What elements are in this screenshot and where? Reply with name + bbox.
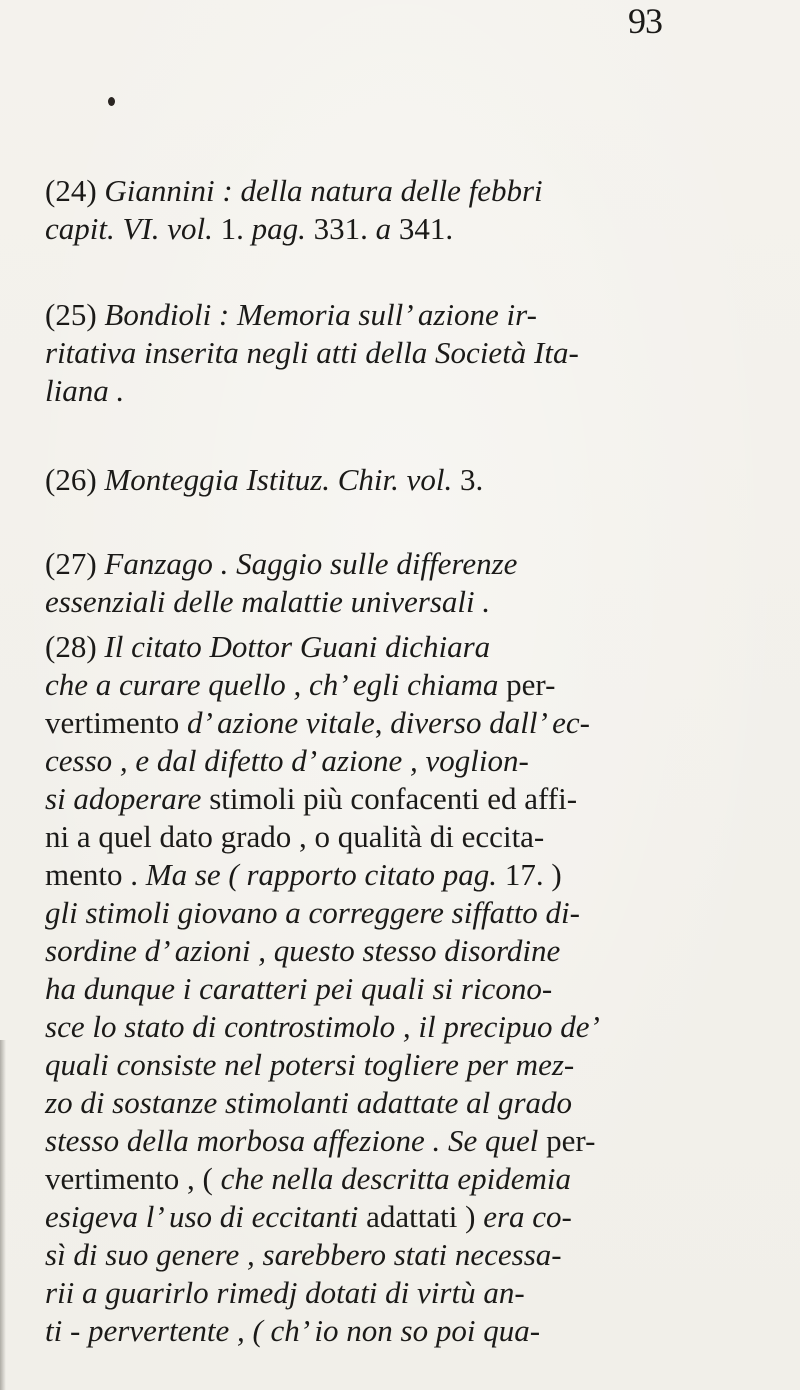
text-run: Ma se ( rapporto citato pag. [145, 857, 505, 892]
footnote-line [45, 1122, 735, 1160]
text-run: sì di suo genere , sarebbero stati necessa- [45, 1237, 562, 1272]
text-run: si adoperare [45, 781, 210, 816]
text-run: (28) [45, 629, 105, 664]
text-run: pag. [251, 211, 314, 246]
footnote-line [45, 1312, 735, 1350]
text-run: ritativa inserita negli atti della Società Ita- [45, 335, 579, 370]
footnote-line [45, 856, 735, 894]
text-run: Giannini : della natura delle febbri [104, 173, 543, 208]
footnote-line [45, 1084, 735, 1122]
text-run: Fanzago . Saggio sulle differenze [104, 546, 518, 581]
text-run: Monteggia Istituz. Chir. vol. [104, 462, 461, 497]
text-run: mento . [45, 857, 146, 892]
footnote-line [45, 1198, 735, 1236]
text-run: 341. [398, 211, 454, 246]
text-run: per- [506, 667, 556, 702]
text-run: stesso della morbosa affezione . Se quel [45, 1123, 547, 1158]
footnote-27 [45, 545, 735, 621]
footnote-line [45, 628, 735, 666]
text-run: (25) [45, 297, 105, 332]
text-run: (24) [45, 173, 105, 208]
page-number: 93 [628, 1, 662, 41]
footnote-line [45, 1160, 735, 1198]
text-run: stimoli più confacenti ed affi- [209, 781, 578, 816]
text-run: Bondioli : Memoria sull’ azione ir- [104, 297, 537, 332]
text-run: gli stimoli giovano a correggere siffatto di- [45, 895, 580, 930]
text-run: capit. VI. vol. [45, 211, 221, 246]
text-run: rii a guarirlo rimedj dotati di virtù an- [45, 1275, 525, 1310]
footnote-line [45, 334, 735, 372]
footnote-line [45, 970, 735, 1008]
footnote-line [45, 742, 735, 780]
text-run: ti - pervertente , ( ch’ io non so poi qua- [45, 1313, 541, 1348]
footnote-line [45, 780, 735, 818]
text-run: diverso dall’ ec- [390, 705, 590, 740]
text-run: essenziali delle malattie universali . [45, 584, 491, 619]
footnote-line [45, 172, 735, 210]
text-run: zo di sostanze stimolanti adattate al grado [45, 1085, 573, 1120]
text-run: per- [546, 1123, 596, 1158]
footnote-28 [45, 628, 735, 1350]
text-run: (26) [45, 462, 105, 497]
footnote-line [45, 461, 735, 499]
text-run: che nella descritta epidemia [220, 1161, 571, 1196]
text-run: 331. [313, 211, 376, 246]
footnote-line [45, 210, 735, 248]
footnote-line [45, 545, 735, 583]
text-run: (27) [45, 546, 105, 581]
footnote-line [45, 932, 735, 970]
text-run: vertimento [45, 705, 188, 740]
binding-edge [0, 1040, 6, 1390]
text-run: cesso , e dal difetto d’ azione , voglion- [45, 743, 529, 778]
footnote-line [45, 666, 735, 704]
text-run: ni a quel dato grado , o qualità di ecci [45, 819, 512, 854]
ink-speck [108, 97, 115, 106]
footnote-line [45, 296, 735, 334]
footnote-line [45, 1274, 735, 1312]
text-run: sordine d’ azioni , questo stesso disordine [45, 933, 561, 968]
text-run: d’ azione vitale [187, 705, 375, 740]
text-run: ta- [511, 819, 545, 854]
text-run: 1. [220, 211, 252, 246]
text-run: 17. ) [504, 857, 562, 892]
text-run: ha dunque i caratteri pei quali si ricono- [45, 971, 553, 1006]
text-run: che a curare quello , ch’ egli chiama [45, 667, 507, 702]
text-run: liana . [45, 373, 125, 408]
footnote-line [45, 818, 735, 856]
footnote-24 [45, 172, 735, 248]
text-run: a [375, 211, 399, 246]
footnote-line [45, 1046, 735, 1084]
text-run: adattati ) [366, 1199, 484, 1234]
footnote-line [45, 372, 735, 410]
footnote-line [45, 1008, 735, 1046]
text-run: , [374, 705, 391, 740]
text-run: sce lo stato di controstimolo , il precipuo de’ [45, 1009, 600, 1044]
text-run: quali consiste nel potersi togliere per mez- [45, 1047, 575, 1082]
footnote-25 [45, 296, 735, 410]
text-run: esigeva l’ uso di eccitanti [45, 1199, 367, 1234]
text-run: Il citato Dottor Guani dichiara [104, 629, 491, 664]
footnote-line [45, 583, 735, 621]
text-run: era co- [483, 1199, 572, 1234]
footnote-line [45, 1236, 735, 1274]
footnote-line [45, 894, 735, 932]
text-run: vertimento , ( [45, 1161, 221, 1196]
footnote-line [45, 704, 735, 742]
text-run: 3. [460, 462, 484, 497]
footnote-26 [45, 461, 735, 499]
